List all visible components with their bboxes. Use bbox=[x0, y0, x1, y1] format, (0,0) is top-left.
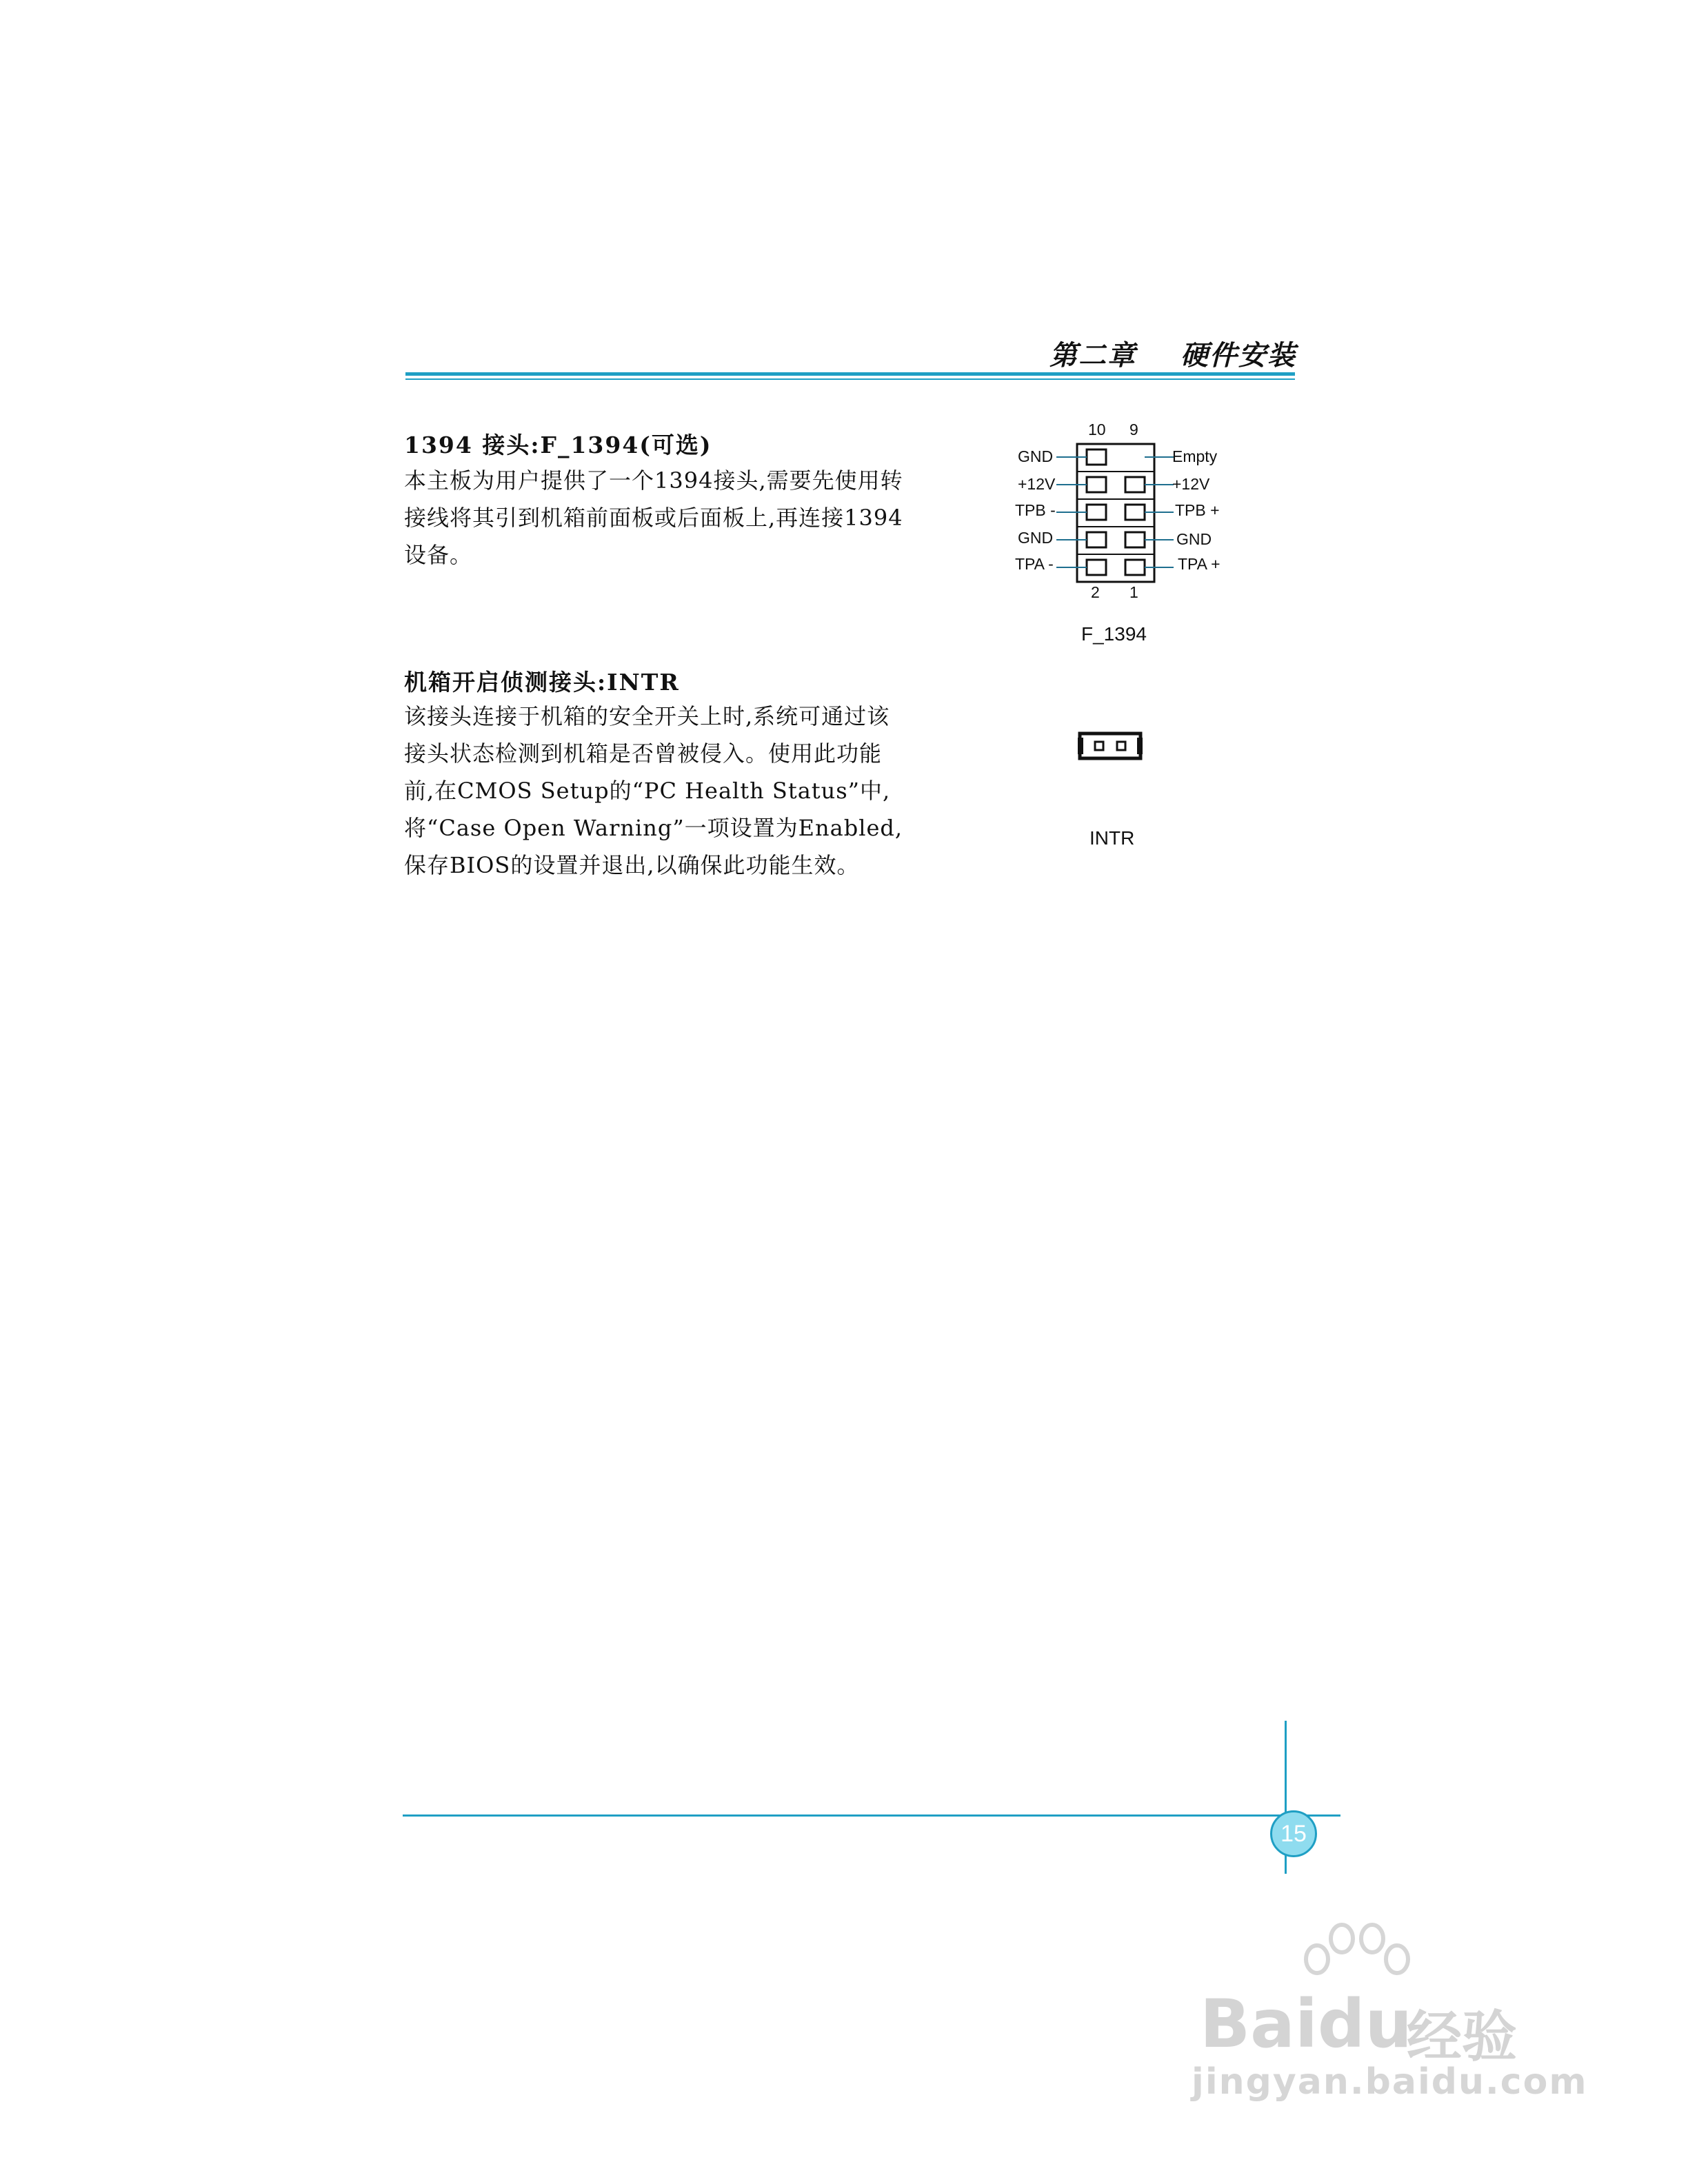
section-heading-f1394: 1394 接头:F_1394(可选) bbox=[404, 432, 712, 458]
pin-number-2: 2 bbox=[1091, 583, 1100, 601]
chapter-header bbox=[1021, 334, 1296, 375]
intr-pin-1 bbox=[1095, 742, 1103, 750]
pin-label-left: GND bbox=[1018, 447, 1054, 465]
chapter-title: 硬件安装 bbox=[1180, 340, 1296, 372]
pin-6 bbox=[1087, 505, 1106, 520]
pin-label-right: Empty bbox=[1172, 447, 1218, 465]
body-line: 该接头连接于机箱的安全开关上时,系统可通过该 bbox=[404, 703, 890, 729]
pin-5 bbox=[1125, 505, 1145, 520]
section-heading-intr: 机箱开启侦测接头:INTR bbox=[404, 669, 680, 696]
body-line: 保存BIOS的设置并退出,以确保此功能生效。 bbox=[404, 852, 860, 878]
pin-label-left: TPB - bbox=[1015, 501, 1056, 519]
body-line: 本主板为用户提供了一个1394接头,需要先使用转 bbox=[404, 467, 903, 494]
pin-7 bbox=[1125, 477, 1145, 492]
pin-number-10: 10 bbox=[1088, 421, 1106, 438]
section-body-f1394 bbox=[404, 462, 942, 574]
chapter-number: 第二章 bbox=[1049, 340, 1136, 372]
section-body-intr bbox=[404, 698, 942, 884]
watermark-brand: Baidu bbox=[1200, 1985, 1412, 2063]
intr-pin-drawing bbox=[1076, 729, 1145, 764]
pin-label-right: TPA + bbox=[1178, 555, 1220, 573]
page-number: 15 bbox=[1270, 1810, 1317, 1857]
body-line: 接头状态检测到机箱是否曾被侵入。使用此功能 bbox=[404, 740, 883, 767]
pin-number-1: 1 bbox=[1129, 583, 1138, 601]
f1394-diagram bbox=[1007, 418, 1241, 652]
pin-4 bbox=[1087, 532, 1106, 547]
pin-label-left: GND bbox=[1018, 529, 1054, 547]
header-rule-thick bbox=[405, 372, 1295, 376]
watermark-cn: 经验 bbox=[1407, 2005, 1517, 2069]
pin-8 bbox=[1087, 477, 1106, 492]
paw-logo bbox=[1289, 1917, 1427, 1992]
watermark-url: jingyan.baidu.com bbox=[1192, 2061, 1588, 2103]
header-rule-thin bbox=[405, 378, 1295, 380]
f1394-caption: F_1394 bbox=[1081, 623, 1147, 645]
body-line: 接线将其引到机箱前面板或后面板上,再连接1394 bbox=[404, 505, 903, 531]
pin-number-9: 9 bbox=[1129, 421, 1138, 438]
pin-3 bbox=[1125, 532, 1145, 547]
intr-pin-2 bbox=[1117, 742, 1125, 750]
pin-label-left: +12V bbox=[1018, 475, 1056, 493]
body-line: 前,在CMOS Setup的“PC Health Status”中, bbox=[404, 778, 891, 804]
pin-label-right: GND bbox=[1176, 530, 1212, 548]
body-line: 将“Case Open Warning”一项设置为Enabled, bbox=[404, 815, 903, 841]
body-line: 设备。 bbox=[404, 542, 473, 568]
pin-2 bbox=[1087, 560, 1106, 575]
pin-label-right: TPB + bbox=[1175, 501, 1220, 519]
pin-label-left: TPA - bbox=[1015, 555, 1054, 573]
paw-icon bbox=[1289, 1917, 1427, 1992]
intr-caption: INTR bbox=[1089, 827, 1135, 849]
pin-1 bbox=[1125, 560, 1145, 575]
pin-10 bbox=[1087, 449, 1106, 465]
footer-rule bbox=[403, 1814, 1340, 1817]
intr-connector bbox=[1076, 729, 1145, 764]
pin-label-right: +12V bbox=[1172, 475, 1210, 493]
